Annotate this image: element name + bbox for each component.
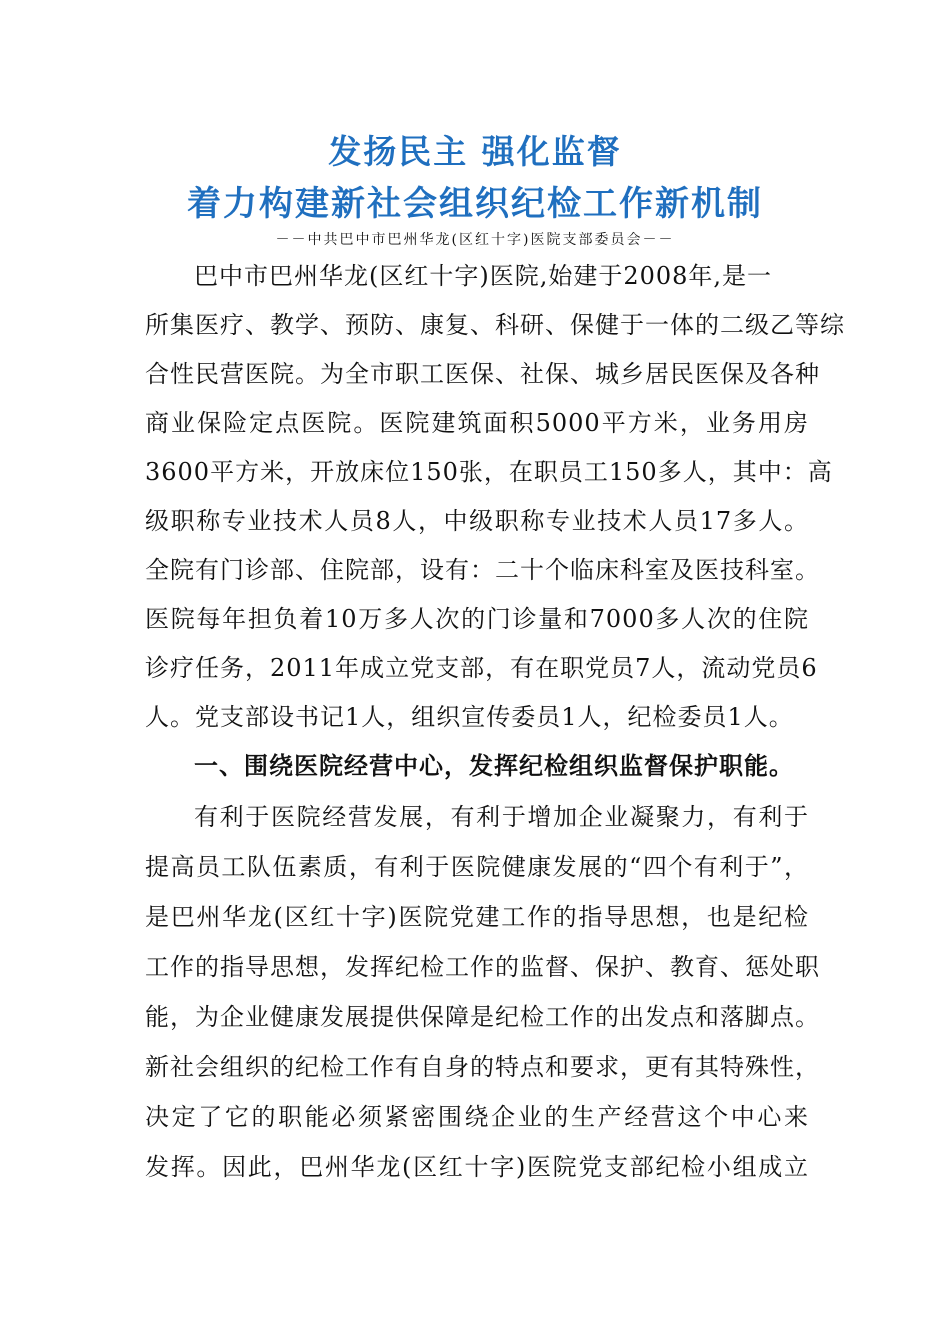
paragraph-line: 人。党支部设书记1人，组织宣传委员1人，纪检委员1人。 [145,703,794,731]
paragraph-line: 有利于医院经营发展，有利于增加企业凝聚力，有利于 [194,803,809,831]
paragraph-line: 诊疗任务，2011年成立党支部，有在职党员7人，流动党员6 [145,654,818,682]
document-subtitle: －－中共巴中市巴州华龙(区红十字)医院支部委员会－－ [275,232,675,248]
paragraph-line: 提高员工队伍素质，有利于医院健康发展的“四个有利于”， [145,853,809,881]
document-title-line-2: 着力构建新社会组织纪检工作新机制 [187,184,763,224]
document-title-line-1: 发扬民主 强化监督 [328,132,622,171]
paragraph-line: 能，为企业健康发展提供保障是纪检工作的出发点和落脚点。 [145,1003,820,1031]
paragraph-line: 医院每年担负着10万多人次的门诊量和7000多人次的住院 [145,605,809,633]
paragraph-line: 工作的指导思想，发挥纪检工作的监督、保护、教育、惩处职 [145,953,820,981]
paragraph-line: 合性民营医院。为全市职工医保、社保、城乡居民医保及各种 [145,360,820,388]
paragraph-line: 3600平方米，开放床位150张，在职员工150多人，其中：高 [145,458,833,486]
section-heading: 一、围绕医院经营中心，发挥纪检组织监督保护职能。 [194,751,794,780]
paragraph-line: 商业保险定点医院。医院建筑面积5000平方米，业务用房 [145,409,809,437]
paragraph-line: 新社会组织的纪检工作有自身的特点和要求，更有其特殊性， [145,1053,820,1081]
paragraph-line: 所集医疗、教学、预防、康复、科研、保健于一体的二级乙等综 [145,311,845,339]
paragraph-line: 巴中市巴州华龙(区红十字)医院,始建于2008年,是一 [194,262,773,290]
paragraph-line: 级职称专业技术人员8人，中级职称专业技术人员17多人。 [145,507,809,535]
paragraph-line: 全院有门诊部、住院部，设有：二十个临床科室及医技科室。 [145,556,820,584]
paragraph-line: 发挥。因此，巴州华龙(区红十字)医院党支部纪检小组成立 [145,1153,809,1181]
paragraph-line: 决定了它的职能必须紧密围绕企业的生产经营这个中心来 [145,1103,809,1131]
paragraph-line: 是巴州华龙(区红十字)医院党建工作的指导思想，也是纪检 [145,903,809,931]
